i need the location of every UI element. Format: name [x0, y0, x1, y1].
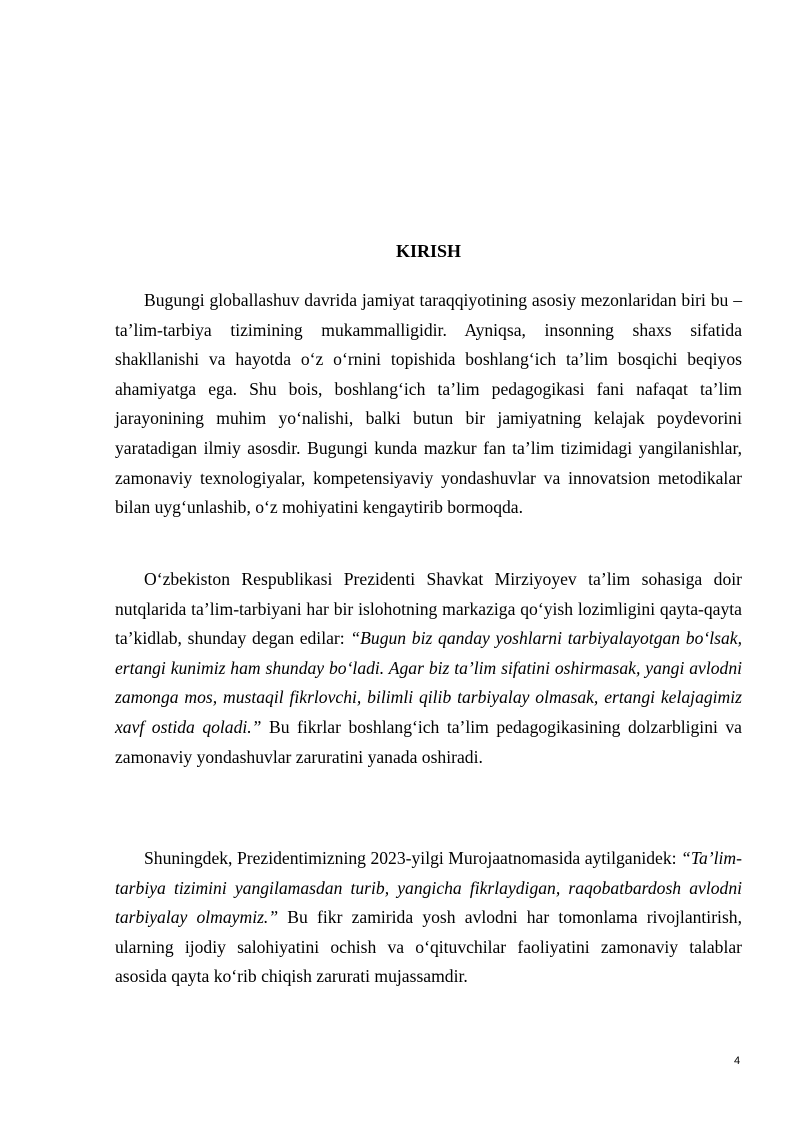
paragraph-text: Bugungi globallashuv davrida jamiyat taraqqiyotining asosiy mezonlaridan biri bu – ta’lim-tarbiya tizimining mukammalligidir. Ayniqsa, insonning shaxs sifatida shakllanishi va hayotda o‘z o‘rnini topishida boshlang‘ich ta’lim bosqichi beqiyos ahamiyatga ega. Shu bois, boshlang‘ich ta’lim pedagogikasi fani nafaqat ta’lim jarayonining muhim yo‘nalishi, balki butun bir jamiyatning kelajak poydevorini yaratadigan ilmiy asosdir. Bugungi kunda mazkur fan ta’lim tizimidagi yangilanishlar, zamonaviy texnologiyalar, kompetensiyaviy yondashuvlar va innovatsion metodikalar bilan uyg‘unlashib, o‘z mohiyatini kengaytirib bormoqda.: [115, 290, 742, 518]
quote-text: “Bugun biz qanday yoshlarni tarbiyalayotgan bo‘lsak, ertangi kunimiz ham shunday bo‘ladi. Agar biz ta’lim sifatini oshirmasak, yangi avlodni zamonga mos, mustaqil fikrlovchi, bilimli qilib tarbiyalay olmasak, ertangi kelajagimiz xavf ostida qoladi.”: [115, 628, 742, 737]
paragraph-introduction: [115, 286, 742, 523]
page-title: KIRISH: [395, 241, 462, 261]
paragraph-text: Bu fikr zamirida yosh avlodni har tomonlama rivojlantirish, ularning ijodiy salohiyatini ochish va o‘qituvchilar faoliyatini zamonaviy talablar asosida qayta ko‘rib chiqish zarurati mujassamdir.: [115, 907, 742, 987]
paragraph-address-quote: [115, 844, 742, 992]
paragraph-text: Bu fikrlar boshlang‘ich ta’lim pedagogikasining dolzarbligini va zamonaviy yondashuvlar zaruratini yanada oshiradi.: [115, 716, 742, 767]
page-number: 4: [734, 1055, 741, 1067]
quote-text: “Ta’lim-tarbiya tizimini yangilamasdan turib, yangicha fikrlaydigan, raqobatbardosh avlodni tarbiyalay olmaymiz.”: [115, 848, 742, 928]
paragraph-president-quote: [115, 565, 742, 772]
paragraph-text: O‘zbekiston Respublikasi Prezidenti Shavkat Mirziyoyev ta’lim sohasiga doir nutqlarida ta’lim-tarbiyani har bir islohotning markaziga qo‘yish lozimligini qayta-qayta ta’kidlab, shunday degan edilar:: [115, 569, 742, 649]
paragraph-text: Shuningdek, Prezidentimizning 2023-yilgi Murojaatnomasida aytilganidek:: [144, 848, 682, 868]
